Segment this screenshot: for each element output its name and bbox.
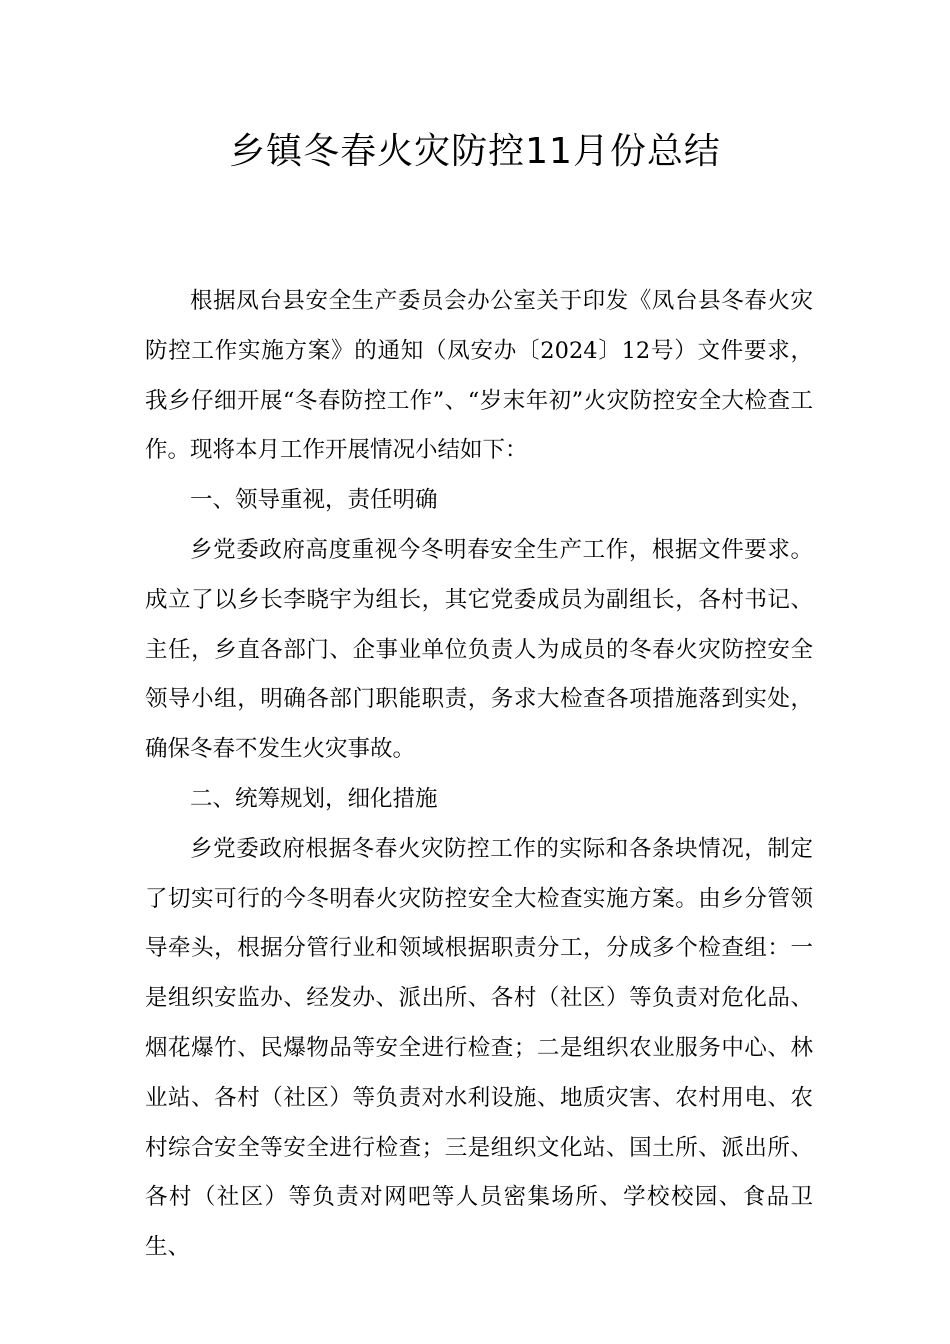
paragraph-intro: 根据凤台县安全生产委员会办公室关于印发《凤台县冬春火灾防控工作实施方案》的通知（凤安办〔2024〕12号）文件要求，我乡仔细开展“冬春防控工作”、“岁末年初”火灾防控安全大检查工作。现将本月工作开展情况小结如下： (145, 288, 813, 464)
document-title: 乡镇冬春火灾防控11月份总结 (229, 131, 721, 172)
document-body (145, 277, 813, 1273)
paragraph-planning: 乡党委政府根据冬春火灾防控工作的实际和各条块情况，制定了切实可行的今冬明春火灾防控安全大检查实施方案。由乡分管领导牵头，根据分管行业和领域根据职责分工，分成多个检查组：一是组织安监办、经发办、派出所、各村（社区）等负责对危化品、烟花爆竹、民爆物品等安全进行检查；二是组织农业服务中心、林业站、各村（社区）等负责对水利设施、地质灾害、农村用电、农村综合安全等安全进行检查；三是组织文化站、国土所、派出所、各村（社区）等负责对网吧等人员密集场所、学校校园、食品卫生、 (145, 835, 813, 1261)
section-heading-1: 一、领导重视，责任明确 (190, 487, 438, 514)
paragraph-leadership: 乡党委政府高度重视今冬明春安全生产工作，根据文件要求。成立了以乡长李晓宇为组长，其它党委成员为副组长，各村书记、主任，乡直各部门、企事业单位负责人为成员的冬春火灾防控安全领导小组，明确各部门职能职责，务求大检查各项措施落到实处，确保冬春不发生火灾事故。 (145, 536, 813, 763)
section-heading-2: 二、统筹规划，细化措施 (190, 785, 438, 812)
